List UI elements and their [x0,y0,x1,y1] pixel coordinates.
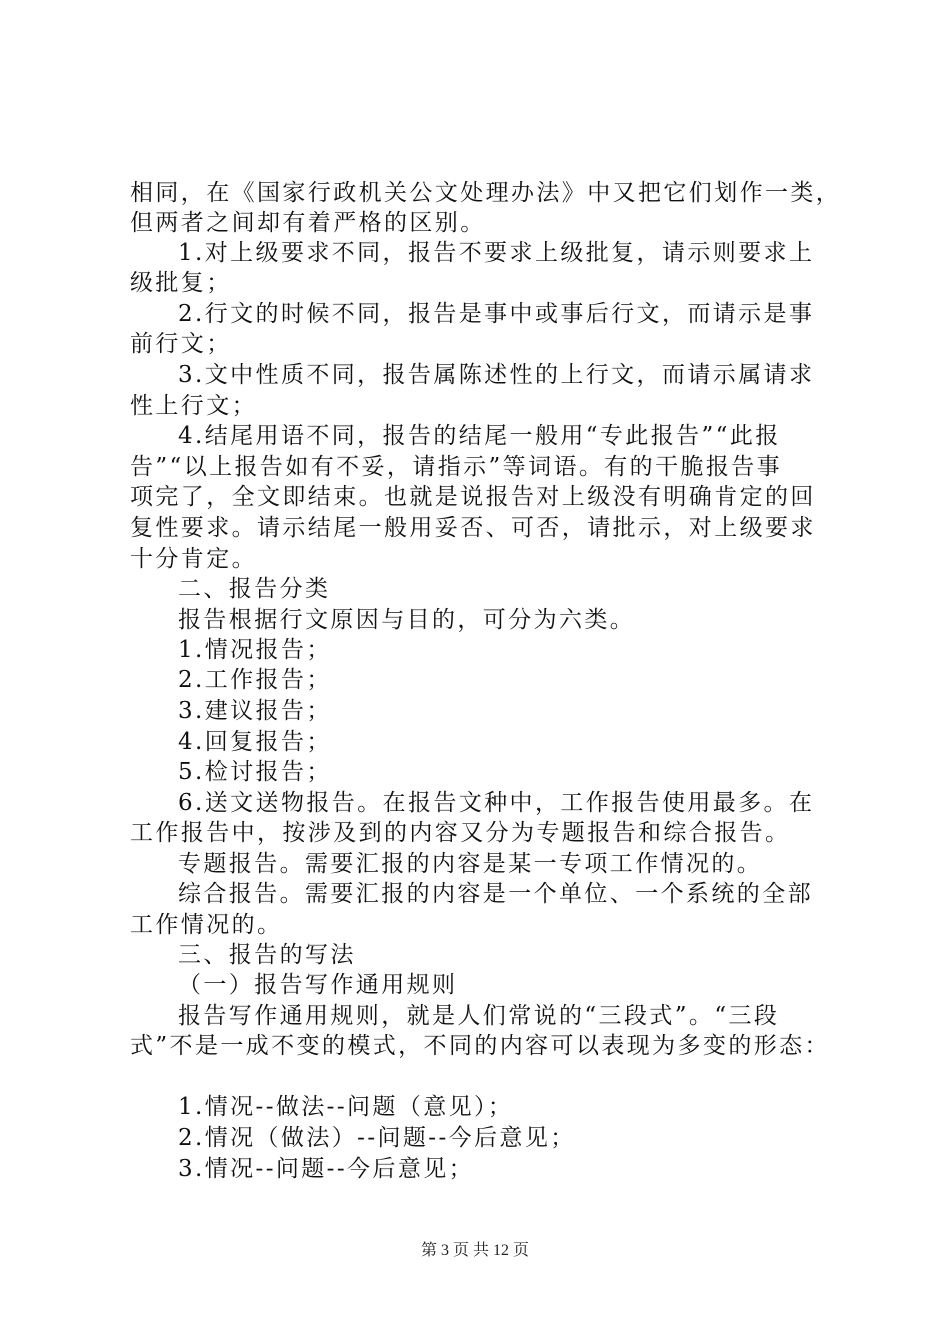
text-line: 综合报告。需要汇报的内容是一个单位、一个系统的全部 [178,881,813,907]
list-item: 2.工作报告； [178,667,332,693]
text-line: 级批复； [130,270,232,296]
text-line: 式”不是一成不变的模式，不同的内容可以表现为多变的形态： [130,1033,830,1059]
subsection-heading: （一）报告写作通用规则 [178,972,458,998]
text-line: 报告根据行文原因与目的，可分为六类。 [178,607,636,633]
text-line: 告”“以上报告如有不妥，请指示”等词语。有的干脆报告事 [130,454,783,480]
text-line: 3.文中性质不同，报告属陈述性的上行文，而请示属请求 [178,362,815,388]
list-item: 1.情况报告； [178,637,332,663]
text-line: 专题报告。需要汇报的内容是某一专项工作情况的。 [178,851,763,877]
text-line: 工作情况的。 [130,912,283,938]
text-line: 前行文； [130,331,232,357]
text-line: 报告写作通用规则，就是人们常说的“三段式”。“三段 [178,1003,780,1029]
text-line: 1.对上级要求不同，报告不要求上级批复，请示则要求上 [178,240,815,266]
text-line: 但两者之间却有着严格的区别。 [130,210,486,236]
list-item: 2.情况（做法）--问题--今后意见； [178,1125,576,1151]
text-line: 性上行文； [130,393,257,419]
list-item: 6.送文送物报告。在报告文种中，工作报告使用最多。在 [178,790,815,816]
text-line: 4.结尾用语不同，报告的结尾一般用“专此报告”“此报 [178,423,781,449]
list-item: 3.建议报告； [178,698,332,724]
text-line: 相同，在《国家行政机关公文处理办法》中又把它们划作一类， [130,180,842,206]
text-line: 工作报告中，按涉及到的内容又分为专题报告和综合报告。 [130,820,791,846]
text-line: 2.行文的时候不同，报告是事中或事后行文，而请示是事 [178,301,815,327]
page-number: 第 3 页 共 12 页 [420,1242,529,1259]
list-item: 5.检讨报告； [178,759,332,785]
list-item: 1.情况--做法--问题（意见）； [178,1094,514,1120]
list-item: 3.情况--问题--今后意见； [178,1156,475,1182]
section-heading: 三、报告的写法 [178,942,356,968]
text-line: 十分肯定。 [130,546,257,572]
section-heading: 二、报告分类 [178,576,331,602]
text-line: 复性要求。请示结尾一般用妥否、可否，请批示，对上级要求 [130,515,816,541]
text-line: 项完了，全文即结束。也就是说报告对上级没有明确肯定的回 [130,484,816,510]
list-item: 4.回复报告； [178,729,332,755]
